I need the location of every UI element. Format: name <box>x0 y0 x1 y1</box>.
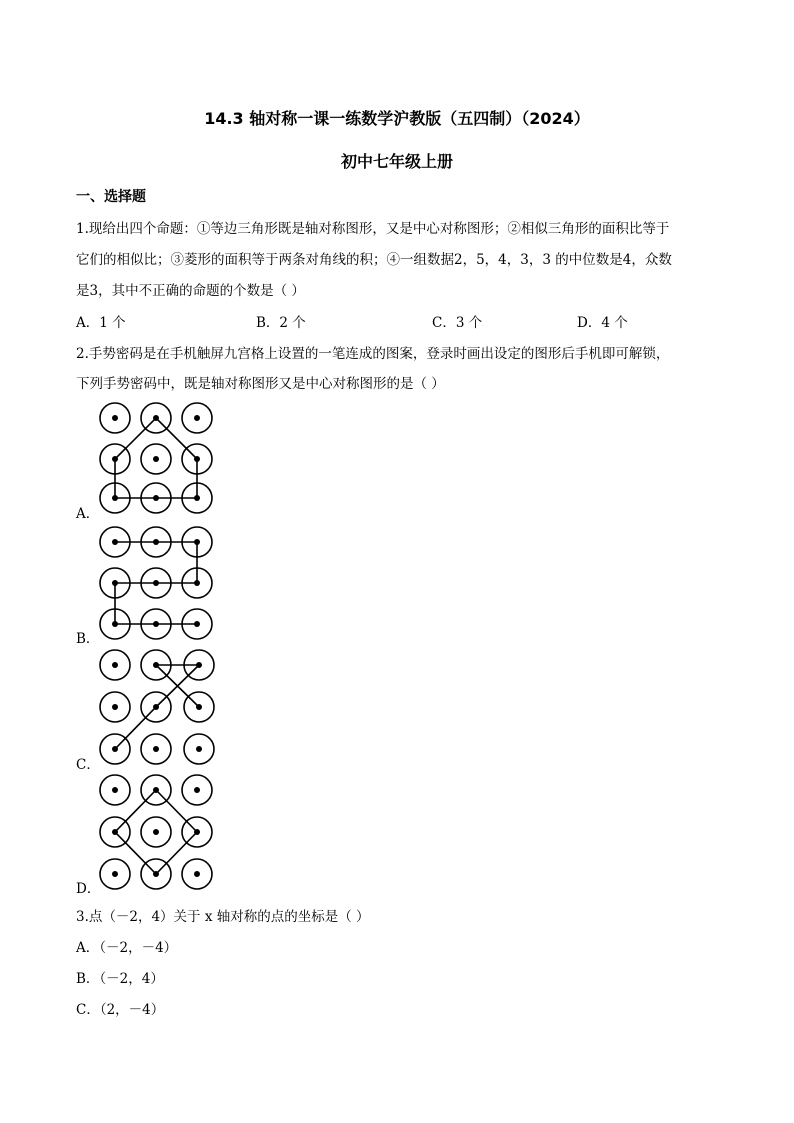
q3-option-b: B．（－2，4） <box>76 971 164 987</box>
q1-option-a: A．1 个 <box>76 315 126 331</box>
gesture-pattern-d <box>95 770 219 894</box>
q2-line-1: 2.手势密码是在手机触屏九宫格上设置的一笔连成的图案，登录时画出设定的图形后手机即可解锁， <box>76 346 670 362</box>
q3-option-a: A．（－2，－4） <box>76 940 178 956</box>
q1-option-d: D．4 个 <box>577 315 628 331</box>
gesture-pattern-c <box>95 645 219 769</box>
q2-option-a-label: A． <box>76 506 100 522</box>
gesture-pattern-a <box>95 398 219 522</box>
document-subtitle: 初中七年级上册 <box>340 152 453 171</box>
document-title: 14.3 轴对称一课一练数学沪教版（五四制）（2024） <box>204 109 590 128</box>
q1-line-2: 它们的相似比；③菱形的面积等于两条对角线的积；④一组数据2，5，4，3，3 的中位数是4，众数 <box>76 252 672 268</box>
q2-option-d-label: D． <box>76 881 101 897</box>
section-heading: 一、选择题 <box>76 189 146 205</box>
q1-option-b: B．2 个 <box>256 315 306 331</box>
q1-option-c: C．3 个 <box>432 315 483 331</box>
q2-option-b-label: B． <box>76 631 100 647</box>
gesture-pattern-b <box>95 522 219 646</box>
q2-option-c-label: C． <box>76 757 100 773</box>
q3-option-c: C．（2，－4） <box>76 1002 165 1018</box>
q1-line-1: 1.现给出四个命题：①等边三角形既是轴对称图形，又是中心对称图形；②相似三角形的面积比等于 <box>76 221 670 237</box>
q3-text: 3.点（－2，4）关于 x 轴对称的点的坐标是（ ） <box>76 909 370 925</box>
q2-line-2: 下列手势密码中，既是轴对称图形又是中心对称图形的是（ ） <box>76 376 445 392</box>
q1-line-3: 是3，其中不正确的命题的个数是（ ） <box>76 283 305 299</box>
